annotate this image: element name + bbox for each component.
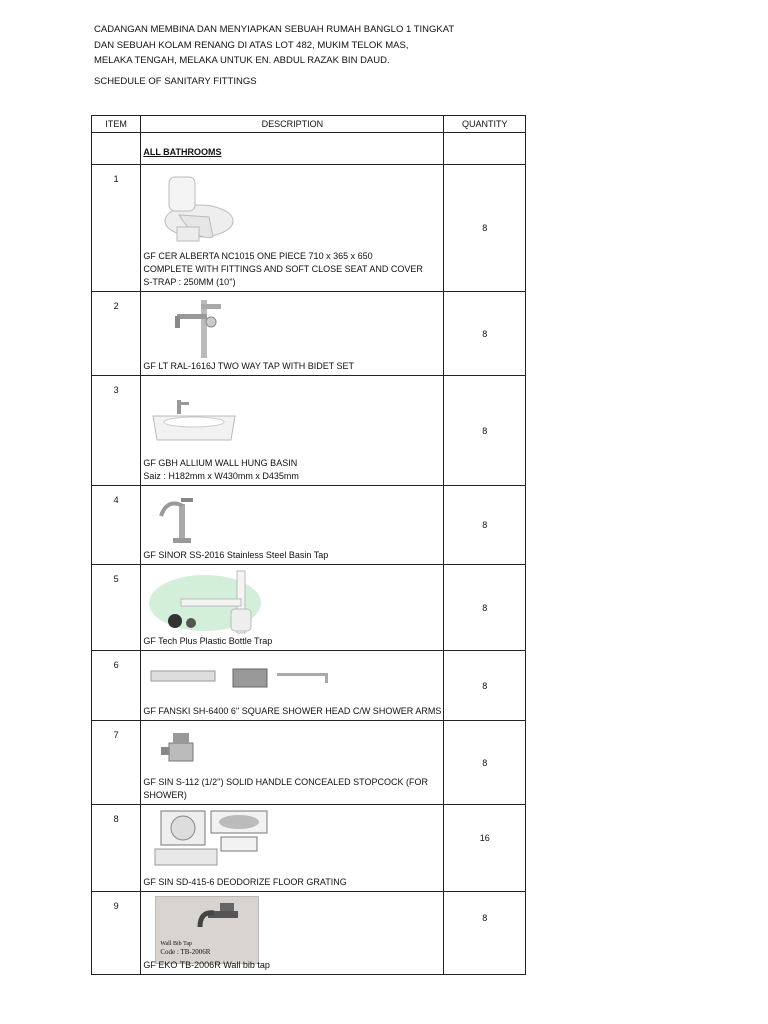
description-cell: [141, 721, 444, 805]
description-line: GF GBH ALLIUM WALL HUNG BASIN: [143, 458, 298, 468]
item-number: 3: [92, 376, 141, 486]
wall-bib-tap-icon: [155, 896, 259, 964]
photo-label: Wall Bib Tap: [160, 941, 192, 947]
sanitary-fittings-table: [91, 115, 526, 975]
basin-tap-icon: [157, 494, 197, 544]
description-line: GF CER ALBERTA NC1015 ONE PIECE 710 x 365 x 650: [143, 251, 373, 261]
item-number: 1: [92, 165, 141, 292]
quantity: 16: [444, 805, 526, 892]
description-line: S-TRAP : 250MM (10''): [143, 277, 236, 287]
quantity: 8: [444, 376, 526, 486]
document-header: [94, 22, 454, 69]
description-cell: [141, 565, 444, 651]
header-line-1: CADANGAN MEMBINA DAN MENYIAPKAN SEBUAH RUMAH BANGLO 1 TINGKAT: [94, 24, 455, 35]
description-line: COMPLETE WITH FITTINGS AND SOFT CLOSE SEAT AND COVER: [143, 264, 423, 274]
quantity: 8: [444, 165, 526, 292]
section-row: [92, 133, 526, 165]
quantity: 8: [444, 721, 526, 805]
schedule-title: SCHEDULE OF SANITARY FITTINGS: [94, 76, 257, 87]
photo-code: Code : TB-2006R: [160, 948, 211, 956]
quantity: 8: [444, 565, 526, 651]
table-row: [92, 486, 526, 565]
description-cell: [141, 805, 444, 892]
column-header-item: ITEM: [92, 116, 141, 133]
description-line: GF SINOR SS-2016 Stainless Steel Basin Tap: [143, 550, 329, 560]
quantity: 8: [444, 292, 526, 376]
table-header-row: [92, 116, 526, 133]
section-title: ALL BATHROOMS: [143, 147, 222, 157]
table-row: [92, 892, 526, 975]
description-line: GF SIN S-112 (1/2'') SOLID HANDLE CONCEALED STOPCOCK (FOR: [143, 777, 428, 787]
quantity: 8: [444, 486, 526, 565]
item-number: 2: [92, 292, 141, 376]
description-line: GF SIN SD-415-6 DEODORIZE FLOOR GRATING: [143, 877, 347, 887]
description-line: GF Tech Plus Plastic Bottle Trap: [143, 636, 273, 646]
quantity: 8: [444, 892, 526, 975]
item-number: 6: [92, 651, 141, 721]
item-number: 4: [92, 486, 141, 565]
description-cell: [141, 292, 444, 376]
description-line: Saiz : H182mm x W430mm x D435mm: [143, 471, 299, 481]
stopcock-icon: [161, 729, 201, 765]
shower-head-icon: [149, 667, 335, 691]
table-row: [92, 292, 526, 376]
description-cell: [141, 486, 444, 565]
quantity: 8: [444, 651, 526, 721]
description-line: GF FANSKI SH-6400 6'' SQUARE SHOWER HEAD C/W SHOWER ARMS: [143, 706, 442, 716]
column-header-description: DESCRIPTION: [141, 116, 444, 133]
description-cell: [141, 165, 444, 292]
table-row: [92, 165, 526, 292]
description-line: SHOWER): [143, 790, 187, 800]
table-row: [92, 721, 526, 805]
table-row: [92, 651, 526, 721]
description-line: GF EKO TB-2006R Wall bib tap: [143, 960, 270, 970]
table-row: [92, 805, 526, 892]
item-number: 8: [92, 805, 141, 892]
floor-grating-icon: [153, 809, 273, 873]
table-row: [92, 376, 526, 486]
tap-bidet-icon: [171, 296, 241, 358]
column-header-quantity: QUANTITY: [444, 116, 526, 133]
bottle-trap-icon: [145, 569, 265, 635]
table-row: [92, 565, 526, 651]
item-number: 5: [92, 565, 141, 651]
description-line: GF LT RAL-1616J TWO WAY TAP WITH BIDET SET: [143, 361, 355, 371]
description-cell: [141, 376, 444, 486]
header-line-2: DAN SEBUAH KOLAM RENANG DI ATAS LOT 482, MUKIM TELOK MAS,: [94, 39, 409, 51]
description-cell: [141, 892, 444, 975]
toilet-icon: [155, 171, 235, 243]
item-number: 9: [92, 892, 141, 975]
header-line-3: MELAKA TENGAH, MELAKA UNTUK EN. ABDUL RAZAK BIN DAUD.: [94, 55, 390, 66]
item-number: 7: [92, 721, 141, 805]
basin-icon: [151, 398, 237, 448]
description-cell: [141, 651, 444, 721]
